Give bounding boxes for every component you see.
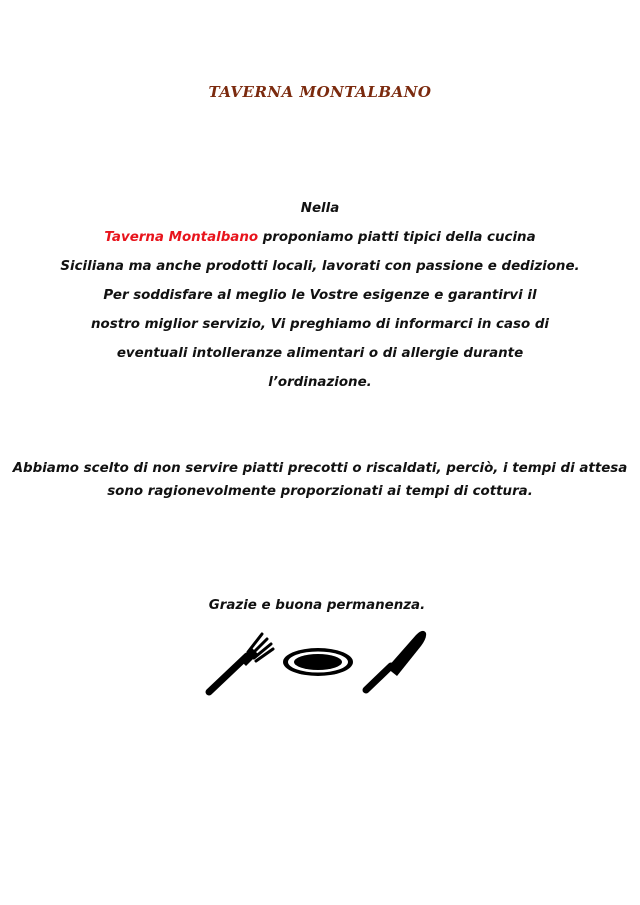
intro-line-7: l’ordinazione. <box>268 375 372 390</box>
intro-line-6: eventuali intolleranze alimentari o di allergie durante <box>116 346 524 361</box>
fork-icon <box>209 634 273 692</box>
plate-icon <box>283 648 353 676</box>
intro-line-2-text: proponiamo piatti tipici della cucina <box>258 230 536 245</box>
intro-line-1: Nella <box>300 201 340 216</box>
knife-icon <box>366 631 426 690</box>
intro-line-3: Siciliana ma anche prodotti locali, lavorati con passione e dedizione. <box>60 259 580 274</box>
intro-line-4: Per soddisfare al meglio le Vostre esigenze e garantirvi il <box>103 288 537 303</box>
closing-thanks: Grazie e buona permanenza. <box>208 598 426 613</box>
intro-line-5: nostro miglior servizio, Vi preghiamo di informarci in caso di <box>91 317 549 332</box>
intro-paragraph <box>0 199 640 402</box>
notice-line-2: sono ragionevolmente proporzionati ai tempi di cottura. <box>107 484 533 499</box>
notice-line-1: Abbiamo scelto di non servire piatti precotti o riscaldati, perciò, i tempi di attesa <box>12 461 628 476</box>
cutlery-illustration <box>200 626 432 700</box>
page-title: TAVERNA MONTALBANO <box>208 83 432 101</box>
restaurant-name: Taverna Montalbano <box>104 230 259 245</box>
intro-line-2 <box>0 228 640 257</box>
cooking-notice <box>0 459 640 505</box>
